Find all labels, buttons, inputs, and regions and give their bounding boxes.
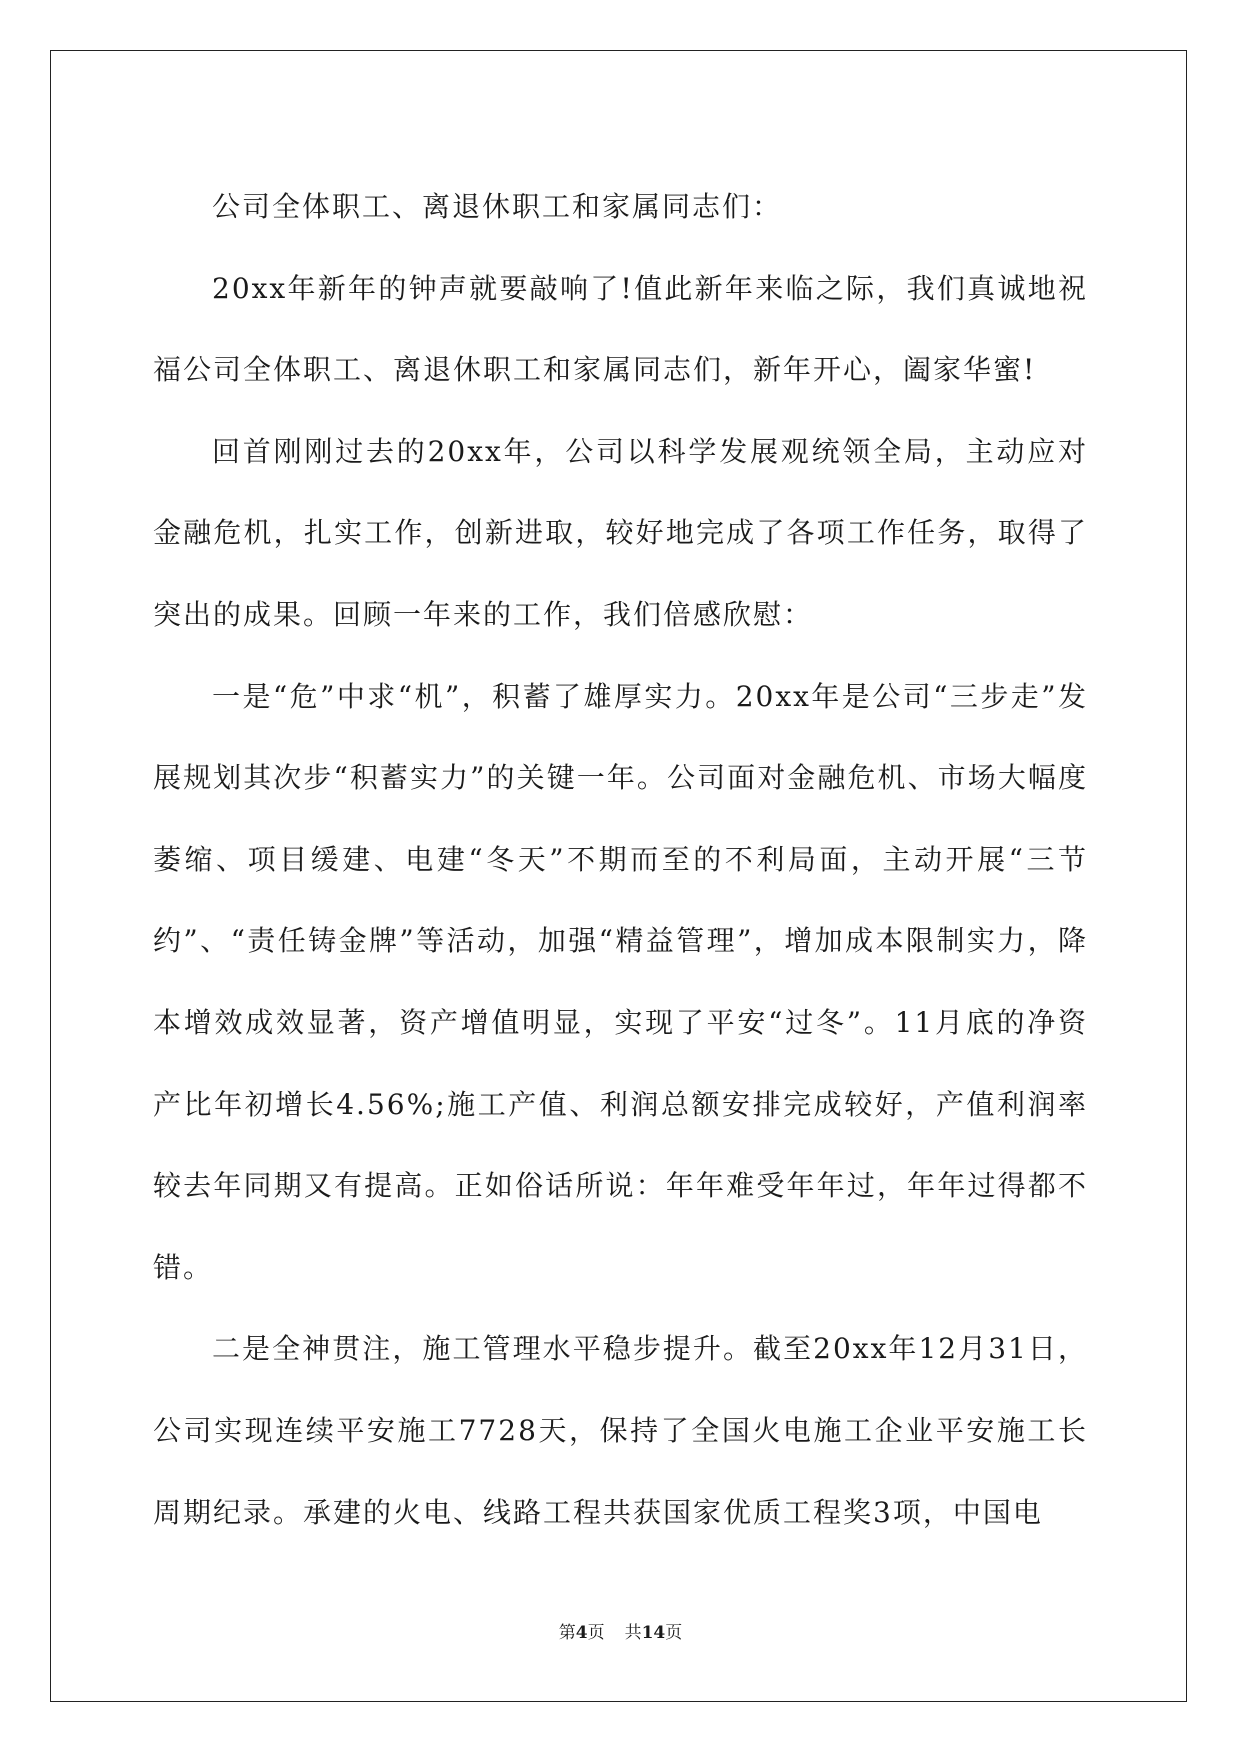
new-year-wishes-paragraph: 20xx年新年的钟声就要敲响了!值此新年来临之际，我们真诚地祝福公司全体职工、离退休职工和家属同志们，新年开心，阖家华蜜! (153, 271, 1088, 387)
achievement-two-paragraph: 二是全神贯注，施工管理水平稳步提升。截至20xx年12月31日，公司实现连续平安施工7728天，保持了全国火电施工企业平安施工长周期纪录。承建的火电、线路工程共获国家优质工程奖3项，中国电 (153, 1332, 1088, 1529)
document-body (153, 166, 1088, 1553)
page-prefix: 第 (558, 1623, 576, 1643)
page-footer (0, 1621, 1241, 1645)
page-suffix: 页 (587, 1623, 605, 1643)
achievement-one-paragraph: 一是“危”中求“机”，积蓄了雄厚实力。20xx年是公司“三步走”发展规划其次步“积蓄实力”的关键一年。公司面对金融危机、市场大幅度萎缩、项目缓建、电建“冬天”不期而至的不利局面，主动开展“三节约”、“责任铸金牌”等活动，加强“精益管理”，增加成本限制实力，降本增效成效显著，资产增值明显，实现了平安“过冬”。11月底的净资产比年初增长4.56%;施工产值、利润总额安排完成较好，产值利润率较去年同期又有提高。正如俗话所说：年年难受年年过，年年过得都不错。 (153, 679, 1088, 1284)
total-suffix: 页 (665, 1623, 683, 1643)
review-paragraph: 回首刚刚过去的20xx年，公司以科学发展观统领全局，主动应对金融危机，扎实工作，创新进取，较好地完成了各项工作任务，取得了突出的成果。回顾一年来的工作，我们倍感欣慰： (153, 434, 1088, 631)
total-pages: 14 (641, 1623, 666, 1643)
greeting-paragraph: 公司全体职工、离退休职工和家属同志们： (212, 190, 783, 223)
total-prefix: 共 (624, 1623, 642, 1643)
page-number: 4 (575, 1623, 588, 1643)
